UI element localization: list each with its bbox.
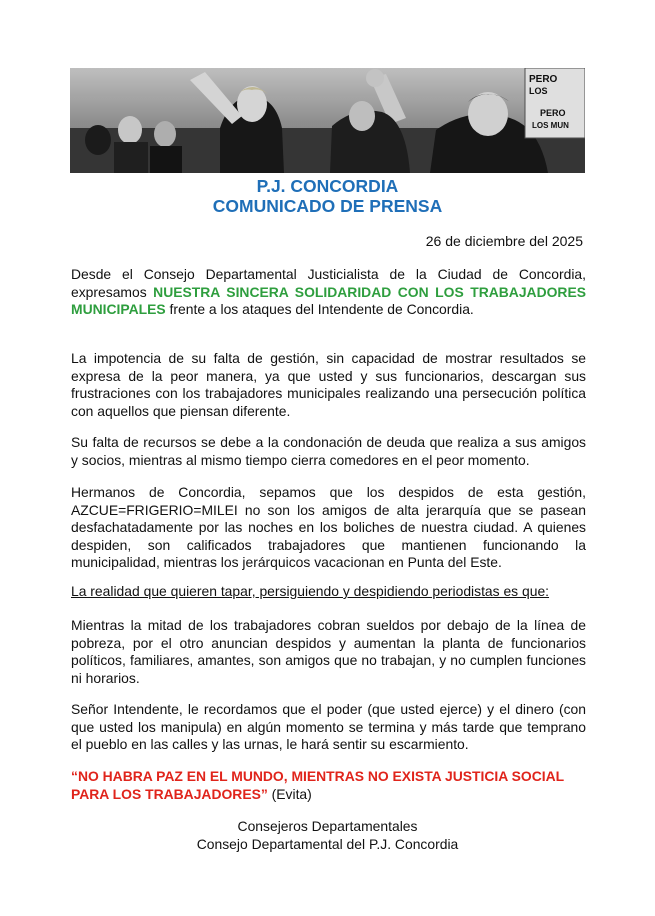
paragraph-resources: Su falta de recursos se debe a la condonación de deuda que realiza a sus amigos y socios, mientras al mismo tiempo cierra comedores en el peor momento.: [71, 434, 586, 468]
document-date: 26 de diciembre del 2025: [425, 233, 583, 249]
evita-quote: [71, 768, 586, 803]
signature-line-1: Consejeros Departamentales: [237, 818, 418, 834]
banner-text-4: LOS MUN: [532, 121, 569, 130]
banner-text-3: PERO: [540, 108, 566, 118]
historical-photo-illustration: [70, 68, 585, 173]
banner-text-1: PERO: [529, 74, 558, 85]
paragraph-impotence: La impotencia de su falta de gestión, sin capacidad de mostrar resultados se expresa de la peor manera, ya que usted y sus funcionarios, descargan sus frustraciones con los trabajadores municipales realizando una persecución política con aquellos que piensan diferente.: [71, 350, 586, 419]
paragraph-solidarity-end: frente a los ataques del Intendente de Concordia.: [165, 301, 474, 318]
paragraph-solidarity: [71, 266, 586, 319]
header-photo: [70, 68, 585, 173]
underlined-statement: La realidad que quieren tapar, persiguiendo y despidiendo periodistas es que:: [71, 583, 550, 599]
paragraph-solidarity-intro: Desde el Consejo Departamental Justicialista de la Ciudad de Concordia, expresamos: [71, 266, 586, 300]
document-subtitle: COMUNICADO DE PRENSA: [212, 196, 443, 216]
quote-text: “NO HABRA PAZ EN EL MUNDO, MIENTRAS NO EXISTA JUSTICIA SOCIAL PARA LOS TRABAJADORES”: [71, 768, 564, 802]
signature-line-2: Consejo Departamental del P.J. Concordia: [196, 836, 459, 852]
paragraph-poverty: Mientras la mitad de los trabajadores cobran sueldos por debajo de la línea de pobreza, por el otro anuncian despidos y aumentan la planta de funcionarios políticos, familiares, amantes, son amigos que no trabajan, y no cumplen funciones ni horarios.: [71, 617, 586, 686]
document-title: P.J. CONCORDIA: [256, 176, 399, 196]
paragraph-layoffs: Hermanos de Concordia, sepamos que los despidos de esta gestión, AZCUE=FRIGERIO=MILEI no son los amigos de alta jerarquía que se pasean desfachatadamente por las noches en los boliches de nuestra ciudad. A quienes despiden, son calificados trabajadores que mantienen funcionando la municipalidad, mientras los jerárquicos vacacionan en Punta del Este.: [71, 484, 586, 571]
quote-author: (Evita): [267, 785, 312, 802]
banner-text-2: LOS: [529, 86, 548, 96]
solidarity-highlight: NUESTRA SINCERA SOLIDARIDAD CON LOS TRABAJADORES MUNICIPALES: [71, 283, 586, 318]
paragraph-warning: Señor Intendente, le recordamos que el poder (que usted ejerce) y el dinero (con que usted los manipula) en algún momento se termina y más tarde que temprano el pueblo en las calles y las urnas, le hará sentir su escarmiento.: [71, 701, 586, 753]
